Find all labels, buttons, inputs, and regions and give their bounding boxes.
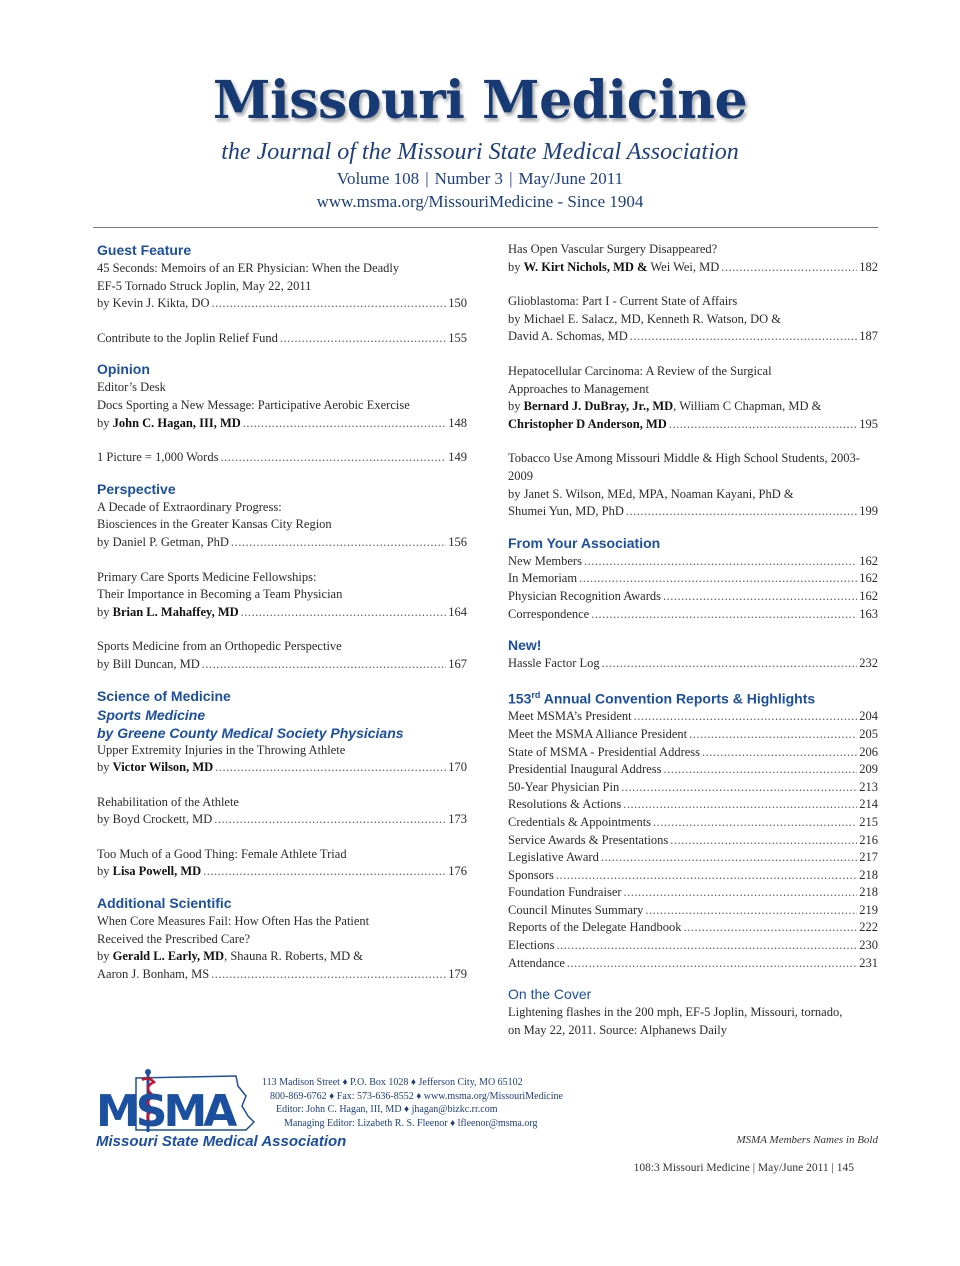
toc-entry[interactable] xyxy=(508,726,878,744)
entry-page: 170 xyxy=(448,760,467,775)
entry-page: 150 xyxy=(448,296,467,311)
entry-page: 162 xyxy=(859,553,878,568)
entry-page: 206 xyxy=(859,744,878,759)
entry-title: Sports Medicine from an Orthopedic Perspective xyxy=(97,639,342,654)
toc-entry[interactable] xyxy=(97,913,467,983)
address: 113 Madison Street ♦ P.O. Box 1028 ♦ Jefferson City, MO 65102 xyxy=(262,1077,523,1088)
entry-title: When Core Measures Fail: How Often Has the Patient xyxy=(97,914,370,929)
toc-entry[interactable] xyxy=(97,330,467,348)
entry-page: 199 xyxy=(859,504,878,519)
entry-title: EF-5 Tornado Struck Joplin, May 22, 2011 xyxy=(97,278,312,293)
entry-page: 162 xyxy=(859,571,878,586)
toc-entry[interactable] xyxy=(508,708,878,726)
entry-title: Approaches to Management xyxy=(508,381,649,396)
entry-page: 219 xyxy=(859,902,878,917)
entry-page: 155 xyxy=(448,330,467,345)
entry-title: Editor’s Desk xyxy=(97,380,166,395)
phone-fax-url[interactable]: 800-869-6762 ♦ Fax: 573-636-8552 ♦ www.msma.org/MissouriMedicine xyxy=(270,1090,563,1102)
toc-entry[interactable] xyxy=(508,241,878,276)
entry-author: Bernard J. DuBray, Jr., MD xyxy=(523,399,674,414)
section-heading: New! xyxy=(508,637,542,654)
toc-entry[interactable] xyxy=(97,499,467,552)
section-new xyxy=(508,636,878,673)
section-opinion xyxy=(97,360,467,466)
entry-title: Elections xyxy=(508,938,555,953)
toc-entry[interactable] xyxy=(97,379,467,432)
entry-title: In Memoriam xyxy=(508,571,578,586)
entry-title: 50-Year Physician Pin xyxy=(508,779,620,794)
entry-coauthors: Wei Wei, MD xyxy=(647,259,720,274)
contact-block xyxy=(262,1076,563,1130)
section-science-of-medicine xyxy=(97,687,467,882)
toc-entry[interactable] xyxy=(508,814,878,832)
entry-title: Meet the MSMA Alliance President xyxy=(508,726,688,741)
page-folio: 108:3 Missouri Medicine | May/June 2011 | 145 xyxy=(633,1162,854,1174)
toc-entry[interactable] xyxy=(508,955,878,973)
entry-coauthors: Aaron J. Bonham, MS xyxy=(97,966,210,981)
toc-entry[interactable] xyxy=(508,761,878,779)
entry-coauthors: Shumei Yun, MD, PhD xyxy=(508,504,624,519)
entry-title: Hepatocellular Carcinoma: A Review of the Surgical xyxy=(508,363,772,378)
section-from-your-association xyxy=(508,534,878,623)
toc-entry[interactable] xyxy=(508,796,878,814)
toc-entry[interactable] xyxy=(508,655,878,673)
entry-title: Physician Recognition Awards xyxy=(508,588,662,603)
entry-title: Their Importance in Becoming a Team Physician xyxy=(97,587,343,602)
by-prefix: by xyxy=(97,949,113,964)
entry-page: 182 xyxy=(859,259,878,274)
entry-page: 214 xyxy=(859,797,878,812)
toc-entry[interactable] xyxy=(97,449,467,467)
entry-page: 215 xyxy=(859,814,878,829)
svg-text:MSMA: MSMA xyxy=(96,1086,234,1136)
toc-entry[interactable] xyxy=(508,849,878,867)
convention-list xyxy=(508,708,878,972)
entry-title: Upper Extremity Injuries in the Throwing Athlete xyxy=(97,742,346,757)
entry-title: 45 Seconds: Memoirs of an ER Physician: When the Deadly xyxy=(97,261,400,275)
entry-author: Brian L. Mahaffey, MD xyxy=(112,604,239,619)
toc-entry[interactable] xyxy=(508,779,878,797)
section-heading: Opinion xyxy=(97,361,150,378)
entry-page: 204 xyxy=(859,709,878,724)
issue-number: Number 3 xyxy=(434,169,504,188)
entry-title: Received the Prescribed Care? xyxy=(97,931,251,946)
toc-entry[interactable] xyxy=(508,588,878,606)
issue-date: May/June 2011 xyxy=(518,169,624,188)
entry-coauthors: , Shauna R. Roberts, MD & xyxy=(224,949,363,964)
by-prefix: by xyxy=(508,259,524,274)
entry-title: Sponsors xyxy=(508,867,554,882)
toc-entry[interactable] xyxy=(508,937,878,955)
entry-page: 231 xyxy=(859,955,878,970)
by-prefix: by xyxy=(97,760,113,775)
entry-title: New Members xyxy=(508,553,582,568)
entry-byline: by Daniel P. Getman, PhD xyxy=(97,534,229,549)
section-subheading: Sports Medicine xyxy=(97,706,206,723)
section-subheading: by Greene County Medical Society Physicians xyxy=(97,724,404,741)
entry-title: Reports of the Delegate Handbook xyxy=(508,920,682,935)
entry-page: 149 xyxy=(448,450,467,465)
masthead-divider xyxy=(93,227,878,228)
entry-title: Foundation Fundraiser xyxy=(508,885,622,900)
journal-title: Missouri Medicine xyxy=(212,70,748,131)
entry-title: Credentials & Appointments xyxy=(508,814,652,829)
entry-byline: by Boyd Crockett, MD xyxy=(97,812,213,827)
entry-title: 1 Picture = 1,000 Words xyxy=(97,450,219,465)
entry-title: Glioblastoma: Part I - Current State of Affairs xyxy=(508,294,738,309)
by-prefix: by xyxy=(97,415,113,430)
entry-title: Primary Care Sports Medicine Fellowships: xyxy=(97,569,317,584)
entry-page: 222 xyxy=(859,920,878,935)
section-heading xyxy=(508,686,878,709)
toc-entry[interactable] xyxy=(508,553,878,571)
toc-entry[interactable] xyxy=(97,260,467,313)
section-on-the-cover xyxy=(508,985,878,1039)
entry-page: 164 xyxy=(448,604,467,619)
entry-coauthors: David A. Schomas, MD xyxy=(508,329,628,344)
entry-title: Presidential Inaugural Address xyxy=(508,762,662,777)
by-prefix: by xyxy=(508,399,524,414)
toc-entry[interactable] xyxy=(508,606,878,624)
heading-ordinal-suffix: rd xyxy=(531,689,541,700)
entry-page: 218 xyxy=(859,867,878,882)
entry-author: Lisa Powell, MD xyxy=(112,864,202,879)
entry-page: 209 xyxy=(859,762,878,777)
toc-entry[interactable] xyxy=(508,293,878,346)
entry-page: 218 xyxy=(859,885,878,900)
entry-page: 167 xyxy=(448,656,467,671)
toc-entry[interactable] xyxy=(508,832,878,850)
entry-title: Service Awards & Presentations xyxy=(508,832,669,847)
masthead xyxy=(0,70,960,213)
logo-name: Missouri State Medical Association xyxy=(96,1133,347,1150)
cover-caption: on May 22, 2011. Source: Alphanews Daily xyxy=(508,1022,727,1037)
entry-title: Docs Sporting a New Message: Participative Aerobic Exercise xyxy=(97,397,410,412)
entry-title: Hassle Factor Log xyxy=(508,656,600,671)
journal-url[interactable]: www.msma.org/MissouriMedicine - Since 1904 xyxy=(316,192,644,211)
entry-page: 162 xyxy=(859,588,878,603)
entry-page: 213 xyxy=(859,779,878,794)
volume: Volume 108 xyxy=(336,169,420,188)
entry-page: 176 xyxy=(448,864,467,879)
entry-title: State of MSMA - Presidential Address xyxy=(508,744,701,759)
toc-entry[interactable] xyxy=(508,570,878,588)
toc-entry[interactable] xyxy=(508,363,878,433)
entry-title: A Decade of Extraordinary Progress: xyxy=(97,499,282,514)
section-additional-scientific xyxy=(97,894,467,983)
entry-author: Gerald L. Early, MD xyxy=(112,949,225,964)
section-heading: Perspective xyxy=(97,480,176,497)
section-heading: Guest Feature xyxy=(97,242,192,258)
entry-author: John C. Hagan, III, MD xyxy=(112,415,241,430)
entry-page: 156 xyxy=(448,534,467,549)
entry-title: Resolutions & Actions xyxy=(508,797,622,812)
entry-page: 232 xyxy=(859,656,878,671)
entry-title: Correspondence xyxy=(508,606,590,621)
entry-coauthors: , William C Chapman, MD & xyxy=(673,399,822,414)
section-convention-reports xyxy=(508,686,878,973)
entry-page: 217 xyxy=(859,850,878,865)
entry-title: Attendance xyxy=(508,955,565,970)
members-note: MSMA Members Names in Bold xyxy=(736,1134,878,1146)
new-list xyxy=(508,655,878,673)
entry-author: W. Kirt Nichols, MD & xyxy=(523,259,648,274)
toc-entry[interactable] xyxy=(508,884,878,902)
entry-page: 205 xyxy=(859,726,878,741)
toc-entry[interactable] xyxy=(508,450,878,520)
toc-entry[interactable] xyxy=(97,569,467,622)
entry-byline: by Michael E. Salacz, MD, Kenneth R. Watson, DO & xyxy=(508,311,782,326)
by-prefix: by xyxy=(97,864,113,879)
entry-byline: by Bill Duncan, MD xyxy=(97,656,200,671)
entry-title: Too Much of a Good Thing: Female Athlete Triad xyxy=(97,846,347,861)
entry-title: Has Open Vascular Surgery Disappeared? xyxy=(508,242,718,256)
entry-page: 195 xyxy=(859,416,878,431)
association-list xyxy=(508,553,878,623)
heading-text: Annual Convention Reports & Highlights xyxy=(540,690,816,707)
toc-right-column xyxy=(508,241,878,1052)
toc-entry[interactable] xyxy=(508,867,878,885)
entry-title: Legislative Award xyxy=(508,850,599,865)
toc-entry[interactable] xyxy=(97,846,467,881)
entry-byline: by Janet S. Wilson, MEd, MPA, Noaman Kayani, PhD & xyxy=(508,486,794,501)
entry-byline: by Kevin J. Kikta, DO xyxy=(97,296,210,311)
section-heading: From Your Association xyxy=(508,534,661,551)
entry-title: Rehabilitation of the Athlete xyxy=(97,794,239,809)
entry-title: Meet MSMA’s President xyxy=(508,709,632,724)
entry-author: Victor Wilson, MD xyxy=(112,760,214,775)
entry-page: 148 xyxy=(448,415,467,430)
entry-author: Christopher D Anderson, MD xyxy=(508,416,667,431)
entry-page: 230 xyxy=(859,938,878,953)
section-guest-feature xyxy=(97,241,467,347)
toc-entry[interactable] xyxy=(97,638,467,673)
toc-entry[interactable] xyxy=(97,794,467,829)
section-perspective xyxy=(97,480,467,674)
toc-entry[interactable] xyxy=(508,744,878,762)
toc-left-column xyxy=(97,241,467,996)
volume-line: Volume 108 | Number 3 | May/June 2011 xyxy=(336,169,624,188)
editor-contact[interactable]: Editor: John C. Hagan, III, MD ♦ jhagan@bizkc.rr.com xyxy=(276,1104,498,1115)
entry-page: 187 xyxy=(859,329,878,344)
heading-ordinal: 153 xyxy=(508,690,532,707)
entry-title: Council Minutes Summary xyxy=(508,902,644,917)
entry-title: Biosciences in the Greater Kansas City Region xyxy=(97,517,332,532)
entry-title: Contribute to the Joplin Relief Fund xyxy=(97,330,278,345)
entry-page: 179 xyxy=(448,966,467,981)
toc-entry[interactable] xyxy=(508,902,878,920)
toc-entry[interactable] xyxy=(508,919,878,937)
entry-page: 163 xyxy=(859,606,878,621)
cover-caption: Lightening flashes in the 200 mph, EF-5 Joplin, Missouri, tornado, xyxy=(508,1005,843,1020)
entry-title: Tobacco Use Among Missouri Middle & High School Students, 2003-2009 xyxy=(508,451,860,483)
footer xyxy=(96,1066,886,1186)
entry-page: 216 xyxy=(859,832,878,847)
journal-subtitle: the Journal of the Missouri State Medical Association xyxy=(221,139,739,165)
section-heading: On the Cover xyxy=(508,986,592,1003)
section-heading: Science of Medicine xyxy=(97,687,231,704)
toc-entry[interactable] xyxy=(97,742,467,777)
entry-page: 173 xyxy=(448,812,467,827)
by-prefix: by xyxy=(97,604,113,619)
managing-editor-contact[interactable]: Managing Editor: Lizabeth R. S. Fleenor ♦ lfleenor@msma.org xyxy=(284,1117,538,1129)
section-heading: Additional Scientific xyxy=(97,895,232,912)
